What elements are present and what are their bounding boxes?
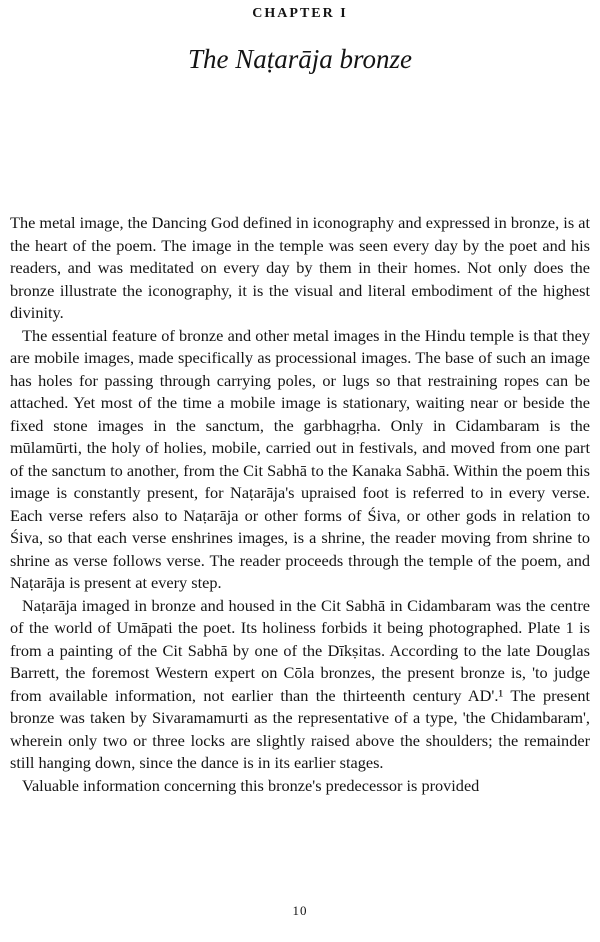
chapter-title: The Naṭarāja bronze	[187, 44, 412, 74]
page-number: 10	[292, 903, 308, 918]
paragraph: The essential feature of bronze and other metal images in the Hindu temple is that they are mobile images, made specifically as processional images. The base of such an image has holes for passing through carrying poles, or lugs so that restraining ropes can be attached. Yet most of the time a mobile image is stationary, waiting near or beside the fixed stone images in the sanctum, the garbhagṛha. Only in Cidambaram is the mūlamūrti, the holy of holies, mobile, carried out in festivals, and moved from one part of the sanctum to another, from the Cit Sabhā to the Kanaka Sabhā. Within the poem this image is constantly present, for Naṭarāja's upraised foot is referred to in every verse. Each verse refers also to Naṭarāja or other forms of Śiva, or other gods in relation to Śiva, so that each verse enshrines images, is a shrine, the reader moving from shrine to shrine as verse follows verse. The reader proceeds through the temple of the poem, and Naṭarāja is present at every step.	[10, 325, 590, 592]
paragraph: Naṭarāja imaged in bronze and housed in the Cit Sabhā in Cidambaram was the centre of the world of Umāpati the poet. Its holiness forbids it being photographed. Plate 1 is from a painting of the Cit Sabhā by one of the Dīkṣitas. According to the late Douglas Barrett, the foremost Western expert on Cōla bronzes, the present bronze is, 'to judge from available information, not earlier than the thirteenth century AD'.¹ The present bronze was taken by Sivaramamurti as the representative of a type, 'the Chidambaram', wherein only two or three locks are slightly raised above the shoulders; the remainder still hanging down, since the dance is in its earlier stages.	[10, 595, 590, 772]
chapter-label: CHAPTER I	[252, 6, 348, 21]
paragraph: The metal image, the Dancing God defined in iconography and expressed in bronze, is at the heart of the poem. The image in the temple was seen every day by the poet and his readers, and was meditated on every day by them in their homes. Not only does the bronze illustrate the iconography, it is the visual and literal embodiment of the highest divinity.	[10, 213, 590, 322]
body-text	[10, 212, 590, 797]
paragraph: Valuable information concerning this bronze's predecessor is provided	[22, 775, 480, 795]
